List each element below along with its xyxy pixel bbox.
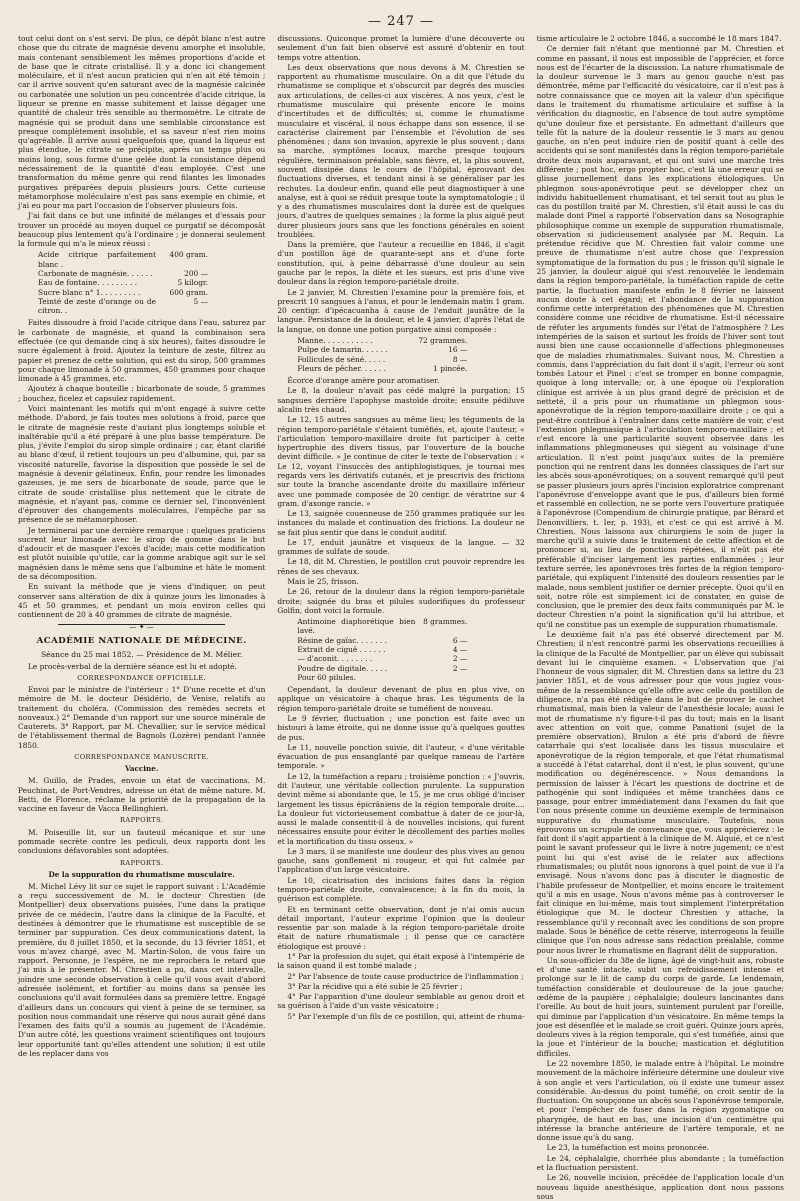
formula-row: Follicules de séné. . . . . 8 — bbox=[297, 354, 468, 364]
formula-list bbox=[297, 617, 524, 682]
list-item: 2° Par l'absence de toute cause productrice de l'inflammation ; bbox=[287, 971, 524, 981]
subheading: CORRESPONDANCE OFFICIELLE. bbox=[77, 673, 207, 682]
formula-row: Poudre de digitale. . . . . 2 — bbox=[297, 663, 468, 673]
formula-row: Acide citrique parfaitement blanc . 400 gram. bbox=[38, 250, 208, 269]
subheading: RAPPORTS. bbox=[120, 858, 164, 867]
formula-row: Sucre blanc n° 1. . . . . . . . . 600 gram. bbox=[38, 287, 208, 297]
paragraph: Faites dissoudre à froid l'acide citrique dans l'eau, saturez par le carbonate de magnésie, et quand la combinaison sera effectuée (ce qui demande cinq à six heures), faites dissoudre le sucre également à froid. Ajoutez la teinture de zeste, filtrez au papier et prenez de cette solution, qui est du sirop, 500 grammes pour chaque limonade à 50 grammes, 450 grammes pour chaque limonade à 45 grammes, etc. bbox=[18, 318, 266, 384]
paragraph: Envoi par le ministre de l'intérieur : 1° D'une recette et d'un mémoire de M. le docteur Désidério, de Venise, relatifs au traitement du choléra. (Commission des remèdes secrets et nouveaux.) 2° Demande d'un rapport sur une source minérale de Cauterets. 3° Rapport, par M. Chevallier, sur le service médical de l'établissement thermal de Bagnols (Lozère) pendant l'année 1850. bbox=[18, 685, 266, 750]
formula-row: Teinté de zeste d'orange ou de citron. . 5 — bbox=[38, 296, 208, 316]
paragraph: Ajoutez à chaque bouteille : bicarbonate de soude, 5 grammes ; bouchez, ficelez et capsulez rapidement. bbox=[18, 384, 266, 403]
paragraph: M. Guillo, de Prades, envoie un état de vaccinations. M. Peuchinat, de Port-Vendres, adresse un état de même nature. M. Betti, de Florence, réclame la priorité de la propagation de la vaccine en faveur de Vacca Bellinghieri. bbox=[18, 776, 266, 814]
text-columns bbox=[18, 34, 784, 1201]
formula-row: Fleurs de pêcher. . . . . . 1 pincée. bbox=[297, 363, 468, 373]
list-item: 5° Par l'exemple d'un fils de ce postillon, qui, atteint de rhuma- bbox=[287, 1011, 525, 1021]
paragraph: M. Michel Lévy lit sur ce sujet le rapport suivant : L'Académie a reçu successivement de M. le docteur Chrestien (de Montpellier) deux observations puisées, l'une dans la pratique privée de ce médecin, l'autre dans la clinique de la Faculté, et destinées à démontrer que le rhumatisme est susceptible de se terminer par suppuration. Ces deux communications datent, la première, du 8 juillet 1850, et la seconde, du 13 février 1851, et vous m'avez chargé, avec M. Martin-Solon, de vous faire un rapport. Personne, je l'espère, ne me reprochera le retard que j'ai mis à le présenter. M. Chrestien a pu, dans cet intervalle, joindre une seconde observation à celle qu'il vous avait d'abord adressée isolément, et fortifier au moins dans sa pensée les conclusions qu'il avait formulées dans sa première lettre. Engagé d'ailleurs dans un concours qui vient à peine de se terminer, sa position nous commandait une réserve qui nous aurait gêné dans l'examen des faits qu'il a soumis au jugement de l'Académie. D'un autre côté, les questions vraiment scientifiques ont toujours leur opportunité tant qu'elles attendent une solution; il est utile de les replacer dans vos bbox=[18, 881, 266, 1058]
section-title: ACADÉMIE NATIONALE DE MÉDECINE. bbox=[36, 636, 247, 647]
formula-row: Résine de gaïac. . . . . . . 6 — bbox=[297, 635, 468, 645]
column-3 bbox=[536, 34, 784, 1201]
paragraph: discussions. Quiconque promet la lumière d'une découverte ou seulement d'un fait bien observé est assuré d'obtenir en tout temps votre attention. bbox=[277, 34, 525, 62]
formula-row: Pulpe de tamarin. . . . . . 16 — bbox=[297, 345, 468, 355]
paragraph: Ce dernier fait n'étant que mentionné par M. Chrestien et comme en passant, il nous est impossible de l'apprécier, et force nous est de l'écarter de la discussion. La nature rhumatismale de la douleur survenue le 3 mars au genou gauche n'est pas démontrée, même par l'efficacité du vésicatoire, car il n'est pas à notre connaissance que ce moyen ait la valeur d'un spécifique dans le traitement du rhumatisme articulaire et suffise à la vérification du diagnostic, en l'absence de tout autre symptôme qu'une douleur fixe et persistante. En admettant d'ailleurs que telle fût la nature de la douleur ressentie le 3 mars au genou gauche, on n'en peut induire rien de positif quant à celle des accidents qui se sont manifestés dans la région temporo-pariétale droite deux mois auparavant, et qui ont suivi une marche très différente ; post hoc, ergo propter hoc, c'est là une erreur qui se glisse journellement dans les explications étiologiques. Un phlegmon sous-aponévrotique peut se développer chez un individu habituellement rhumatisant, et tel serait tout au plus le cas du postillon traité par M. Chrestien, s'il était aussi le cas du malade dont Pinel a rapporté l'observation dans sa Nosographie philosophique comme un exemple de suppuration rhumatismale, observation si judicieusement analysée par M. Requin. La prétendue récidive que M. Chrestien fait valoir comme une preuve de rhumatisme n'est autre chose que l'expression symptomatique de la formation du pus ; le frisson qu'il signale le 25 janvier, la douleur aiguë qui s'est renouvelée le lendemain dans la région temporo-pariétale, la tuméfaction rapide de cette partie, la fluctuation manifeste enfin le 8 février ne laissent aucun doute à cet égard; et l'abondance de la suppuration confirme cette interprétation des phénomènes que M. Chrestien considère comme une récidive de rhumatisme. Est-il nécessaire de réfuter les arguments fondés sur l'état de l'atmosphère ? Les intempéries de la saison et surtout les froids de l'hiver sont tout aussi bien une cause occasionnelle d'affections phlegmoneuses que de maladies rhumatismales. Suivant nous, M. Chrestien a commis, dans l'appréciation du fait dont il s'agit, l'erreur où sont tombés Latour et Pinel : c'est se tromper en bonne compagnie, quoique à long intervalle; or, à une époque où l'exploration clinique est arrivée à un plus grand degré de précision et de netteté, il a pris pour un rhumatisme un phlegmon sous-aponévrotique de la région temporo-maxillaire droite ; ce qui a peut-être contribué à l'entraîner dans cette manière de voir, c'est l'extension phlegmasique à l'articulation temporo-maxillaire ; et c'est encore là une particularité souvent observée dans les inflammations phlegmoneuses qui siègent au voisinage d'une articulation. Il n'est point jusqu'aux suites de la première ponction qui ne rentrent dans les données classiques de l'art sur les abcès sous-aponévrotiques; on a souvent remarqué qu'il peut se passer plusieurs jours après l'incision exploratrice comprenant l'aponévrose d'enveloppe avant que le pus, d'ailleurs bien formé et rassemblé en collection, ne se porte vers l'ouverture pratiquée à l'aponévrose (Compendium de chirurgie pratique, par Bérard et Denonvilliers, t. Ier, p. 193), et c'est ce qui est arrivé à M. Chrestien. Nous laissons aux chirurgiens le soin de juger la marche qu'il a suivie dans le traitement de cette affection et de prononcer si, au lieu de ponctions répétées, il n'eût pas été préférable d'inciser largement les parties enflammées ; leur texture serrée, les aponévroses très fortes de la région temporo-pariétale, qui expliquent l'intensité des douleurs ressenties par le malade, nous semblent justifier ce dernier précepte. Quoi qu'il en soit, notre rôle est simplement ici de constater, en guise de conclusion, que le premier des deux faits communiqués par M. le docteur Chrestien n'a point la signification qu'il lui attribue, et qu'il ne constitue pas un exemple de suppuration rhumatismale. bbox=[536, 44, 784, 629]
formula-row: Carbonate de magnésie. . . . . . 200 — bbox=[38, 269, 208, 279]
paragraph: Le deuxième fait n'a pas été observé directement par M. Chrestien; il n'est rencontré parmi les observations recueillies à la clinique de la Faculté de Montpellier, par un élève qui subissait devant lui le cinquième examen. « L'observation que j'ai l'honneur de vous signaler, dit M. Chrestien dans sa lettre du 23 janvier 1851, et de vous adresser pour que vous jugiez vous-même de la ressemblance qu'elle offre avec celle du postillon de diligence, n'a pas été rédigée dans le but de prouver le cachet rhumatismal, mais bien la valeur de l'anesthésie locale; aussi le mot de rhumatisme n'y figure-t-il pas du tout; mais en la lisant avec attention on voit que, comme Panattoni (sujet de la première observation), Brulon a été pris d'abord de fièvre catarrhale qui s'est localisée dans les tissus musculaire et aponévrotique de la région temporale, et que l'état rhumatismal a succédé à l'état catarrhal, dont il n'est, le plus souvent, qu'une modification ou dégénérescence. » Nous demandons la permission de laisser à l'écart les questions de doctrine et de pathogénie qui sont indiquées et même tranchées dans ce passage, pour entrer immédiatement dans l'examen du fait que l'on nous présente comme un deuxième exemple de terminaison suppurative du rhumatisme musculaire. Toutefois, nous éprouvons un scrupule de convenance que, vous apprécierez : le fait dont il s'agit appartient à la clinique de M. Alquié, et ce n'est point le savant professeur qui le livre à notre jugement; ce n'est point lui qui s'est avisé de le relater aux affections rhumatismales; ou plutôt nous ignorons à quel point de vue il l'a envisagé. Nous n'avons donc pas à discuter le diagnostic de l'habile professeur de Montpellier, et moins encore le traitement qu'il a mis en usage. Nous n'avons même pas à controverser le fait clinique en lui-même, mais tout simplement l'interprétation étiologique que M. le docteur Chrestien y attache, la ressemblance qu'il y reconnaît avec les conditions de son propre malade. Sous le bénéfice de cette réserve, interrogeons la feuille clinique que l'on nous adresse sans rédaction préalable, comme pour nous livrer le rhumatisme en flagrant délit de suppuration. bbox=[536, 630, 784, 955]
paragraph: M. Poiseuille lit, sur un fauteuil mécanique et sur une pommade secrète contre les pediculi, deux rapports dont les conclusions défavorables sont adoptées. bbox=[18, 827, 266, 856]
paragraph: Le 23, la tuméfaction est moins prononcée. bbox=[546, 1143, 709, 1153]
formula-list bbox=[38, 250, 265, 315]
paragraph: Le 18, dit M. Chrestien, le postillon crut pouvoir reprendre les rênes de ses chevaux. bbox=[277, 557, 525, 576]
column-1 bbox=[18, 34, 265, 1152]
column-2 bbox=[277, 34, 524, 1152]
divider-ornament: — ✦ — bbox=[129, 623, 154, 632]
formula-list bbox=[297, 336, 524, 373]
paragraph: Je terminerai par une dernière remarque : quelques praticiens sucrent leur limonade avec le sirop de gomme dans le but d'adoucir et de masquer l'excès d'acide; mais cette modification est plutôt nuisible qu'utile, car la gomme arabique agit sur le sel magnésien dans le même sens que l'albumine et hâte le moment de sa décomposition. bbox=[18, 525, 266, 582]
subheading: De la suppuration du rhumatisme musculaire. bbox=[48, 869, 235, 879]
paragraph: Un sous-officier du 38e de ligne, âgé de vingt-huit ans, robuste et d'une santé intacte, subit un refroidissement intense et prolongé sur le lit de camp du corps de garde. Le lendemain, tuméfaction considérable et douloureuse de la joue gauche; œdème de la paupière ; céphalalgie; douleurs lancinantes dans l'oreille. Au bout de huit jours, suintement purulent par l'oreille, qui diminue par l'application d'un vésicatoire. En même temps la joue est désenflée et le malade se croit guéri. Quinze jours après, douleurs vives à la région temporale, qui s'est tuméfiée, ainsi que la joue et l'intérieur de la bouche; mastication et déglutition difficiles. bbox=[536, 955, 784, 1058]
paragraph: Dans la première, que l'auteur a recueillie en 1846, il s'agit d'un postillon âgé de quarante-sept ans et d'une forte constitution, qui, à peine débarrassé d'une douleur au sein gauche par le repos, la diète et les sueurs, est pris d'une vive douleur dans la région temporo-pariétale droite. bbox=[277, 240, 525, 287]
paragraph: Le 22 novembre 1850, le malade entre à l'hôpital. Le moindre mouvement de la mâchoire inférieure détermine une douleur vive à son angle et vers l'articulation, où il existe une tumeur assez considérable. Au-dessus du point tuméfié, on croit sentir de la fluctuation. On soupçonne un abcès sous l'aponévrose temporale, et pour l'empêcher de fuser dans la région zygomatique ou pharyngée, de haut en bas, une incision d'un centimètre qui intéresse la branche antérieure de l'artère temporale, et ne donne issue qu'à du sang. bbox=[536, 1058, 784, 1143]
paragraph: Voici maintenant les motifs qui m'ont engagé à suivre cette méthode. D'abord, je fais toutes mes solutions à froid, parce que le citrate de magnésie reste d'autant plus longtemps soluble et inaltérable qu'il a été préparé à une plus basse température. De plus, j'évite l'emploi du sirop simple ordinaire ; car, étant clarifié au blanc d'œuf, il retient toujours un peu d'albumine, qui, par sa viscosité naturelle, favorise la disposition que possède le sel de magnésie à devenir gélatineux. Enfin, pour rendre les limonades gazeuses, je me sers de bicarbonate de soude, parce que le citrate de soude cristallise plus nettement que le citrate de magnésie, et n'ayant pas, comme ce dernier sel, l'inconvénient d'éprouver des changements moléculaires, l'empêche par sa présence de se métamorphoser. bbox=[18, 403, 266, 525]
paragraph: Cependant, la douleur devenant de plus en plus vive, on applique un vésicatoire à chaque bras. Les téguments de la région temporo-pariétale droite se tuméfient de nouveau. bbox=[277, 685, 525, 713]
subheading: RAPPORTS. bbox=[120, 816, 164, 825]
paragraph: Le 13, saignée couenneuse de 250 grammes pratiquée sur les instances du malade et continuation des frictions. La douleur ne se fait plus sentir que dans le conduit auditif. bbox=[277, 509, 525, 537]
paragraph: Le 3 mars, il se manifeste une douleur des plus vives au genou gauche, sans gonflement ni rougeur, et qui fut calmée par l'application d'un large vésicatoire. bbox=[277, 846, 525, 875]
paragraph: Le procès-verbal de la dernière séance est lu et adopté. bbox=[28, 661, 237, 671]
paragraph: Mais le 25, frisson. bbox=[287, 577, 359, 587]
paragraph: tisme articulaire le 2 octobre 1846, a succombé le 18 mars 1847. bbox=[536, 34, 782, 43]
list-item: 4° Par l'apparition d'une douleur semblable au genou droit et sa guérison à l'aide d'un vaste vésicatoire ; bbox=[277, 992, 525, 1011]
formula-row: Pour 60 pilules. bbox=[297, 672, 356, 682]
paragraph: Le 26, nouvelle incision, précédée de l'application locale d'un nouveau liquide anesthésique, application dont nous passons sous bbox=[536, 1173, 784, 1201]
paragraph: Le 17, enduit jaunâtre et visqueux de la langue. — 32 grammes de sulfate de soude. bbox=[277, 537, 525, 557]
session-date: Séance du 25 mai 1852. — Présidence de M. Mélier. bbox=[40, 650, 243, 659]
formula-row: Antimoine diaphorétique bien lavé. 8 grammes. bbox=[297, 617, 468, 636]
paragraph: En suivant la méthode que je viens d'indiquer, on peut conserver sans altération de dix à quinze jours les limonades à 45 et 50 grammes, et pendant un mois environ celles qui contiennent de 20 à 40 grammes de citrate de magnésie. bbox=[18, 582, 266, 620]
paragraph: Le 26, retour de la douleur dans la région temporo-pariétale droite; saignée du bras et pilules sudorifiques du professeur Golfin, dont voici la formule. bbox=[277, 587, 525, 615]
paragraph: Les deux observations que nous devons à M. Chrestien se rapportent au rhumatisme musculaire. On a dit que l'étude du rhumatisme se complique et s'obscurcit par degrés des muscles aux articulations, de celles-ci aux viscères. A nos yeux, c'est le rhumatisme musculaire qui présente encore le moins d'incertitudes et de difficultés; si, comme le rhumatisme musculaire et viscéral, il nous échappe dans son essence, il se caractérise clairement par l'ensemble et l'évolution de ses phénomènes ; dans son invasion, apyrexie le plus souvent ; dans sa marche, symptômes locaux, marche presque toujours régulière, terminaison préalable, sans fièvre, et, la plus souvent, souvent dissipée dans le cours de l'hôpital, éprouvant des fluctuations diverses, et tendant ainsi à se généraliser par les rechutes. La douleur enfin, quand elle peut diagnostiquer à une analyse, est à quoi se réduit presque toute la symptomatologie ; il y a des rhumatismes musculaires dont la durée est de quelques jours, d'autres de quelques semaines ; la forme la plus aiguë peut durer plusieurs jours sans que les fonctions générales en soient troublées. bbox=[277, 62, 525, 239]
formula-row: — d'aconit. . . . . . . . 2 — bbox=[297, 654, 468, 664]
paragraph: tout celui dont on s'est servi. De plus, ce dépôt blanc n'est autre chose que du citrate de magnésie devenu amorphe et insoluble, mais contenant sensiblement les mêmes proportions d'acide et de base que le citrate cristallisé. Il y a donc ici changement moléculaire, et il n'est aucun praticien qui n'en ait été témoin ; car il arrive souvent qu'en saturant avec de la magnésie calcinée ou carbonatée une solution un peu concentrée d'acide citrique, la liqueur se prenne en masse subitement et laisse dégager une quantité de chaleur très sensible au thermomètre. Le citrate de magnésie qui se produit dans une semblable circonstance est presque complètement insoluble, et sa saveur n'est rien moins qu'agréable. Il arrive aussi quelquefois que, quand la liqueur est plus étendue, le citrate se précipite, après un temps plus ou moins long, sous forme d'une gelée dont la consistance dépend nécessairement de la quantité d'eau employée. C'est une transformation du même genre qui rend filantes les limonades purgatives préparées depuis plusieurs jours. Cette curieuse métamorphose moléculaire n'est pas sans exemple en chimie, et j'ai eu pour ma part l'occasion de l'observer plusieurs fois. bbox=[18, 34, 266, 211]
paragraph: Le 12, 15 autres sangsues au même lieu; les téguments de la région temporo-pariétale s'étaient tuméfiés, et, ajoute l'auteur, « l'articulation temporo-maxillaire droite fut participer à cette hypertrophie des divers tissus, par l'ouverture de la bouche devint difficile. » Je continue de citer le texte de l'observation : « Le 12, voyant l'insuccès des antiphlogistiques, je tournai mes regards vers les dérivatifs cutanés, et je prescrivis des frictions sur toute la branche ascendante droite du maxillaire inférieur avec une pommade composée de 20 centigr. de vératrine sur 4 gram. d'axonge rancie. » bbox=[277, 415, 525, 508]
paragraph: Le 10, cicatrisation des incisions faites dans la région temporo-pariétale droite, convalescence; à la fin du mois, la guérison est complète. bbox=[277, 875, 525, 904]
formula-row: Eau de fontaine. . . . . . . . . 5 kilogr. bbox=[38, 278, 208, 288]
list-item: 1° Par la profession du sujet, qui était exposé à l'intempérie de la saison quand il est tombé malade ; bbox=[277, 952, 525, 971]
formula-row: Manne. . . . . . . . . . . 72 grammes. bbox=[297, 336, 468, 345]
paragraph: Et en terminant cette observation, dont je n'ai omis aucun détail important, l'auteur exprime l'opinion que la douleur ressentie par son malade à la région temporo-pariétale droite était de nature rhumatismale ; il pense que ce caractère étiologique est prouvé : bbox=[277, 904, 525, 951]
page-number: — 247 — bbox=[367, 14, 435, 29]
subheading: Vaccine. bbox=[124, 764, 159, 774]
paragraph: Le 11, nouvelle ponction suivie, dit l'auteur, « d'une véritable évacuation de pus ensanglanté par quelque rameau de l'artère temporale. » bbox=[277, 742, 525, 771]
paragraph: Le 2 janvier, M. Chrestien l'examine pour la première fois, et prescrit 10 sangsues à l'anus, et pour le lendemain matin 1 gram. 20 centigr. d'ipécacuanha à cause de l'enduit jaunâtre de la langue. Persistance de la douleur, et le 4 janvier, d'après l'état de la langue, on donne une potion purgative ainsi composée : bbox=[277, 287, 525, 334]
paragraph: J'ai fait dans ce but une infinité de mélanges et d'essais pour trouver un procédé au moyen duquel ce purgatif se décomposât beaucoup plus lentement qu'à l'ordinaire ; je donnerai seulement la formule qui m'a le mieux réussi : bbox=[18, 211, 266, 249]
paragraph: Le 8, la douleur n'avait pas cédé malgré la purgation; 15 sangsues derrière l'apophyse mastoïde droite; ensuite pédiluve alcalin très chaud. bbox=[277, 386, 525, 414]
paragraph: Le 9 février, fluctuation ; une ponction est faite avec un bistouri à lame étroite, qui ne donne issue qu'à quelques gouttes de pus. bbox=[277, 713, 525, 742]
subheading: CORRESPONDANCE MANUSCRITE. bbox=[74, 753, 210, 762]
list-item: 3° Par la récidive qui a été subie le 25 février ; bbox=[287, 981, 463, 991]
formula-row: Extrait de ciguë . . . . . . 4 — bbox=[297, 645, 468, 654]
paragraph: Le 24, céphalalgie, chorrhée plus abondante ; la tuméfaction et la fluctuation persistent. bbox=[536, 1153, 784, 1173]
section-divider bbox=[58, 624, 225, 630]
paragraph: Le 12, la tuméfaction a reparu ; troisième ponction : « J'ouvris, dit l'auteur, une véritable collection purulente. La suppuration devint même si abondante que, le 15, je me crus obligé d'inciser largement les tissus épicrâniens de la région temporale droite.... La douleur fut victorieusement combattue à dater de ce jour-là, aussi le malade consentit-il à de nouvelles incisions, qui furent nécessaires ensuite pour éviter le décollement des parties molles et la mortification du tissu osseux. » bbox=[277, 771, 525, 846]
paragraph: Écorce d'orange amère pour aromatiser. bbox=[287, 376, 440, 386]
